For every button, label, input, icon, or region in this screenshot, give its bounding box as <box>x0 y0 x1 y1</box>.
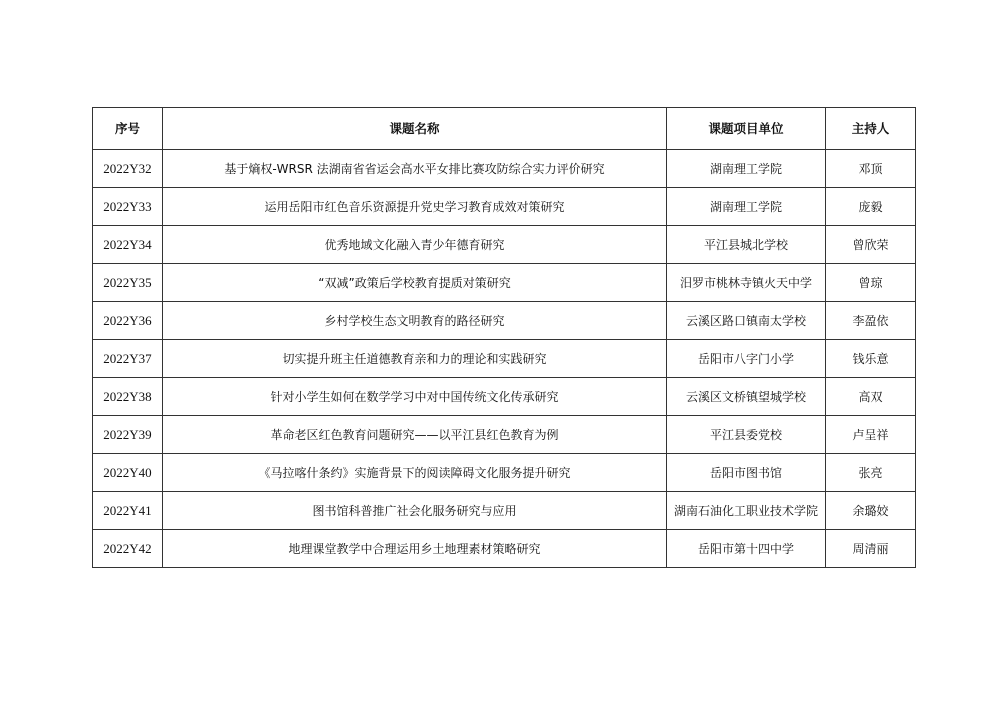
cell-unit: 云溪区文桥镇望城学校 <box>667 378 826 416</box>
cell-host: 余璐姣 <box>826 492 916 530</box>
project-table <box>92 107 916 568</box>
cell-host: 张亮 <box>826 454 916 492</box>
cell-unit: 岳阳市第十四中学 <box>667 530 826 568</box>
table-row <box>93 530 916 568</box>
table-row <box>93 150 916 188</box>
cell-topic: 针对小学生如何在数学学习中对中国传统文化传承研究 <box>163 378 667 416</box>
cell-topic: 运用岳阳市红色音乐资源提升党史学习教育成效对策研究 <box>163 188 667 226</box>
header-unit: 课题项目单位 <box>667 108 826 150</box>
cell-serial: 2022Y37 <box>93 340 163 378</box>
cell-host: 李盈依 <box>826 302 916 340</box>
cell-unit: 平江县委党校 <box>667 416 826 454</box>
table-row <box>93 264 916 302</box>
cell-unit: 云溪区路口镇南太学校 <box>667 302 826 340</box>
cell-topic: 切实提升班主任道德教育亲和力的理论和实践研究 <box>163 340 667 378</box>
cell-host: 曾琼 <box>826 264 916 302</box>
table-row <box>93 226 916 264</box>
cell-host: 邓顶 <box>826 150 916 188</box>
cell-host: 周清丽 <box>826 530 916 568</box>
table-row <box>93 492 916 530</box>
table-row <box>93 378 916 416</box>
cell-serial: 2022Y35 <box>93 264 163 302</box>
header-topic: 课题名称 <box>163 108 667 150</box>
cell-serial: 2022Y39 <box>93 416 163 454</box>
cell-host: 钱乐意 <box>826 340 916 378</box>
cell-topic: 乡村学校生态文明教育的路径研究 <box>163 302 667 340</box>
header-serial: 序号 <box>93 108 163 150</box>
cell-unit: 岳阳市八字门小学 <box>667 340 826 378</box>
table-row <box>93 302 916 340</box>
cell-serial: 2022Y34 <box>93 226 163 264</box>
table-row <box>93 454 916 492</box>
cell-host: 高双 <box>826 378 916 416</box>
cell-topic: 《马拉喀什条约》实施背景下的阅读障碍文化服务提升研究 <box>163 454 667 492</box>
cell-host: 曾欣荣 <box>826 226 916 264</box>
cell-serial: 2022Y36 <box>93 302 163 340</box>
cell-topic: 优秀地域文化融入青少年德育研究 <box>163 226 667 264</box>
cell-host: 卢呈祥 <box>826 416 916 454</box>
table-row <box>93 416 916 454</box>
cell-topic: 图书馆科普推广社会化服务研究与应用 <box>163 492 667 530</box>
cell-serial: 2022Y41 <box>93 492 163 530</box>
cell-serial: 2022Y40 <box>93 454 163 492</box>
cell-unit: 湖南理工学院 <box>667 150 826 188</box>
cell-topic: 基于熵权-WRSR 法湖南省省运会高水平女排比赛攻防综合实力评价研究 <box>163 150 667 188</box>
cell-serial: 2022Y32 <box>93 150 163 188</box>
cell-topic: 革命老区红色教育问题研究——以平江县红色教育为例 <box>163 416 667 454</box>
table-row <box>93 340 916 378</box>
cell-serial: 2022Y33 <box>93 188 163 226</box>
cell-serial: 2022Y38 <box>93 378 163 416</box>
cell-unit: 湖南石油化工职业技术学院 <box>667 492 826 530</box>
cell-unit: 平江县城北学校 <box>667 226 826 264</box>
cell-unit: 湖南理工学院 <box>667 188 826 226</box>
cell-host: 庞毅 <box>826 188 916 226</box>
cell-serial: 2022Y42 <box>93 530 163 568</box>
header-host: 主持人 <box>826 108 916 150</box>
cell-unit: 汨罗市桃林寺镇火天中学 <box>667 264 826 302</box>
table-header-row <box>93 108 916 150</box>
cell-topic: “双减”政策后学校教育提质对策研究 <box>163 264 667 302</box>
cell-topic: 地理课堂教学中合理运用乡土地理素材策略研究 <box>163 530 667 568</box>
table-row <box>93 188 916 226</box>
cell-unit: 岳阳市图书馆 <box>667 454 826 492</box>
